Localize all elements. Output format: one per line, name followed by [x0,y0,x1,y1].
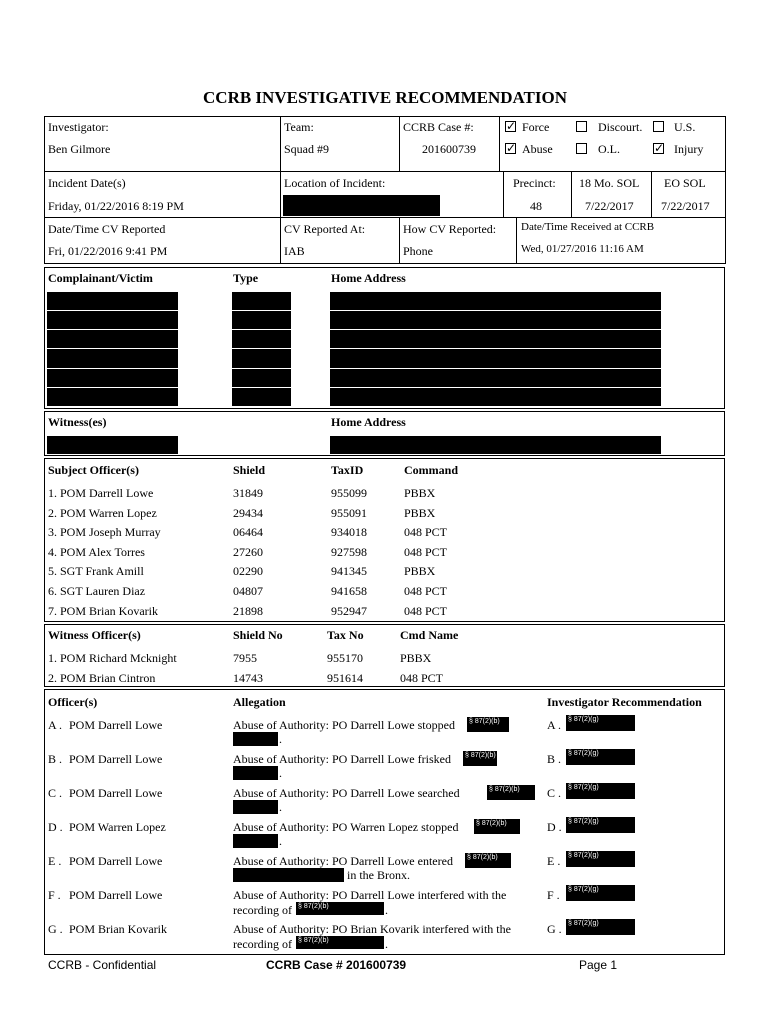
allegation-officer: POM Darrell Lowe [69,718,163,732]
allegation-text: Abuse of Authority: PO Darrell Lowe stopped [233,718,455,732]
officer-taxid: 955099 [331,486,367,500]
footer-confidential: CCRB - Confidential [48,958,157,972]
allegation-officer: POM Darrell Lowe [69,854,163,868]
allegation-header: Allegation [233,695,286,709]
officer-command: PBBX [404,486,436,500]
allegation-officer: POM Darrell Lowe [69,888,163,902]
location-redaction [283,195,440,216]
ol-checkbox[interactable] [576,143,587,154]
witness-officer-name: 1. POM Richard Mcknight [48,651,177,665]
officer-command: PBBX [404,505,436,520]
allegation-redaction [296,902,384,915]
page-title: CCRB INVESTIGATIVE RECOMMENDATION [203,88,567,107]
allegation-letter: G . [48,922,63,936]
allegation-text-cont: . [279,834,282,848]
cv-reported-label: Date/Time CV Reported [48,222,166,236]
redaction-code: § 87(2)(b) [467,854,498,861]
recommendation-letter: E . [547,854,561,868]
witness-officer-name: 2. POM Brian Cintron [48,670,156,685]
allegation-redaction [296,936,384,949]
witness-address-redaction [330,436,661,454]
cmd-name-header: Cmd Name [400,628,459,642]
officer-taxid: 941658 [331,584,367,598]
witness-officer-taxno: 955170 [327,651,363,665]
precinct-label: Precinct: [513,176,556,190]
allegation-redaction [474,819,520,834]
officer-shield: 02290 [233,564,263,579]
sol-value: 7/22/2017 [585,199,634,213]
sol-label: 18 Mo. SOL [579,176,640,190]
incident-date-label: Incident Date(s) [48,176,126,190]
allegation-text-cont: recording of [233,937,292,951]
allegation-letter: F . [48,888,61,902]
witness-address-header: Home Address [331,415,406,429]
subject-officer-header: Subject Officer(s) [48,463,139,477]
officer-command: PBBX [404,564,436,579]
officer-command: 048 PCT [404,584,448,598]
cv-reported-at-label: CV Reported At: [284,222,366,236]
allegation-redaction-2 [233,868,344,882]
how-reported-label: How CV Reported: [403,222,497,236]
redaction-code: § 87(2)(b) [489,786,520,793]
allegation-officer: POM Brian Kovarik [69,922,167,936]
complainant-header: Complainant/Victim [48,271,153,285]
abuse-label: Abuse [522,142,553,156]
officer-shield: 21898 [233,603,263,618]
allegation-text: Abuse of Authority: PO Darrell Lowe frisked [233,752,451,766]
officer-command: 048 PCT [404,525,448,540]
force-label: Force [522,120,550,134]
allegation-redaction [467,717,509,732]
recommendation-redaction [566,885,635,901]
recommendation-redaction [566,783,635,799]
officer-name: 7. POM Brian Kovarik [48,603,158,618]
officer-name: 5. SGT Frank Amill [48,564,144,579]
allegation-officer: POM Warren Lopez [69,820,166,834]
witness-header: Witness(es) [48,415,107,429]
witness-officer-cmd: 048 PCT [400,670,444,685]
investigator-value: Ben Gilmore [48,142,111,156]
allegation-text: Abuse of Authority: PO Darrell Lowe interfered with the [233,888,507,902]
witness-officer-shield: 14743 [233,670,263,685]
allegation-redaction [487,785,535,800]
witness-name-redaction [47,436,178,454]
redaction-code: § 87(2)(b) [298,903,329,910]
allegation-text-end: . [385,903,388,917]
discourt-label: Discourt. [598,120,643,134]
officer-taxid: 941345 [331,564,367,579]
officer-taxid: 955091 [331,505,367,520]
abuse-checkbox[interactable] [505,143,516,154]
taxid-header: TaxID [331,463,364,477]
home-address-header: Home Address [331,271,406,285]
allegation-officer: POM Darrell Lowe [69,752,163,766]
recommendation-letter: C . [547,786,562,800]
allegation-text-cont: . [279,732,282,746]
shield-header: Shield [233,463,266,477]
allegation-text-cont: . [279,800,282,814]
type-header: Type [233,271,259,285]
allegation-text-cont: . [279,766,282,780]
recommendation-letter: G . [547,922,562,936]
how-reported-value: Phone [403,244,433,258]
us-label: U.S. [674,120,696,134]
allegation-redaction [465,853,511,868]
recommendation-letter: A . [547,718,562,732]
officers-header: Officer(s) [48,695,98,709]
recommendation-letter: B . [547,752,562,766]
location-label: Location of Incident: [284,176,386,190]
allegation-redaction-2 [233,834,278,848]
officer-command: 048 PCT [404,544,448,559]
officer-shield: 29434 [233,505,263,520]
command-header: Command [404,463,459,477]
received-label: Date/Time Received at CCRB [521,221,655,233]
incident-date-value: Friday, 01/22/2016 8:19 PM [48,199,184,213]
allegation-text: Abuse of Authority: PO Warren Lopez stopped [233,820,459,834]
allegation-text-end: . [385,937,388,951]
cv-reported-value: Fri, 01/22/2016 9:41 PM [48,244,168,258]
eo-sol-value: 7/22/2017 [661,199,710,213]
allegation-text-cont: in the Bronx. [347,868,410,882]
redaction-code: § 87(2)(g) [568,818,599,825]
witness-officer-cmd: PBBX [400,651,432,665]
officer-name: 6. SGT Lauren Diaz [48,584,146,598]
redaction-code: § 87(2)(g) [568,784,599,791]
redaction-code: § 87(2)(g) [568,886,599,893]
recommendation-redaction [566,817,635,833]
redaction-code: § 87(2)(b) [465,752,496,759]
injury-checkbox[interactable] [653,143,664,154]
recommendation-redaction [566,851,635,867]
officer-name: 2. POM Warren Lopez [48,505,157,520]
allegation-text: Abuse of Authority: PO Darrell Lowe searched [233,786,460,800]
redaction-code: § 87(2)(b) [298,937,329,944]
officer-name: 3. POM Joseph Murray [48,525,161,540]
precinct-value: 48 [530,199,542,213]
us-checkbox[interactable] [653,121,664,132]
case-value: 201600739 [422,142,476,156]
officer-taxid: 934018 [331,525,367,540]
allegation-letter: D . [48,820,63,834]
officer-shield: 31849 [233,486,263,500]
received-value: Wed, 01/27/2016 11:16 AM [521,243,644,255]
team-value: Squad #9 [284,142,329,156]
investigator-label: Investigator: [48,120,109,134]
allegation-letter: A . [48,718,63,732]
redaction-code: § 87(2)(b) [469,718,500,725]
officer-shield: 06464 [233,525,263,540]
redaction-code: § 87(2)(g) [568,716,599,723]
officer-name: 4. POM Alex Torres [48,544,145,559]
case-label: CCRB Case #: [403,120,474,134]
recommendation-redaction [566,749,635,765]
officer-shield: 04807 [233,584,263,598]
force-checkbox[interactable] [505,121,516,132]
injury-label: Injury [674,142,704,156]
allegation-officer: POM Darrell Lowe [69,786,163,800]
redaction-code: § 87(2)(g) [568,750,599,757]
officer-command: 048 PCT [404,603,448,618]
discourt-checkbox[interactable] [576,121,587,132]
officer-taxid: 927598 [331,544,367,559]
eo-sol-label: EO SOL [664,176,706,190]
redaction-code: § 87(2)(g) [568,852,599,859]
team-label: Team: [284,120,314,134]
cv-reported-at-value: IAB [284,244,305,258]
officer-shield: 27260 [233,544,263,559]
footer-case-number: CCRB Case # 201600739 [266,958,407,972]
recommendation-redaction [566,715,635,731]
officer-name: 1. POM Darrell Lowe [48,486,154,500]
redaction-code: § 87(2)(b) [476,820,507,827]
recommendation-letter: F . [547,888,560,902]
recommendation-letter: D . [547,820,562,834]
allegation-text: Abuse of Authority: PO Darrell Lowe entered [233,854,453,868]
witness-officer-header: Witness Officer(s) [48,628,141,642]
recommendation-header: Investigator Recommendation [547,695,702,709]
allegation-redaction-2 [233,800,278,814]
allegation-redaction-2 [233,766,278,780]
recommendation-redaction [566,919,635,935]
officer-taxid: 952947 [331,603,367,618]
allegation-letter: B . [48,752,63,766]
allegation-text-cont: recording of [233,903,292,917]
allegation-letter: C . [48,786,63,800]
redaction-code: § 87(2)(g) [568,920,599,927]
witness-officer-taxno: 951614 [327,670,363,685]
tax-no-header: Tax No [327,628,364,642]
allegation-redaction-2 [233,732,278,746]
allegation-redaction [463,751,497,766]
footer-page: Page 1 [579,958,618,972]
shield-no-header: Shield No [233,628,283,642]
allegation-letter: E . [48,854,62,868]
ol-label: O.L. [598,142,620,156]
allegation-text: Abuse of Authority: PO Brian Kovarik interfered with the [233,922,511,936]
witness-officer-shield: 7955 [233,651,257,665]
